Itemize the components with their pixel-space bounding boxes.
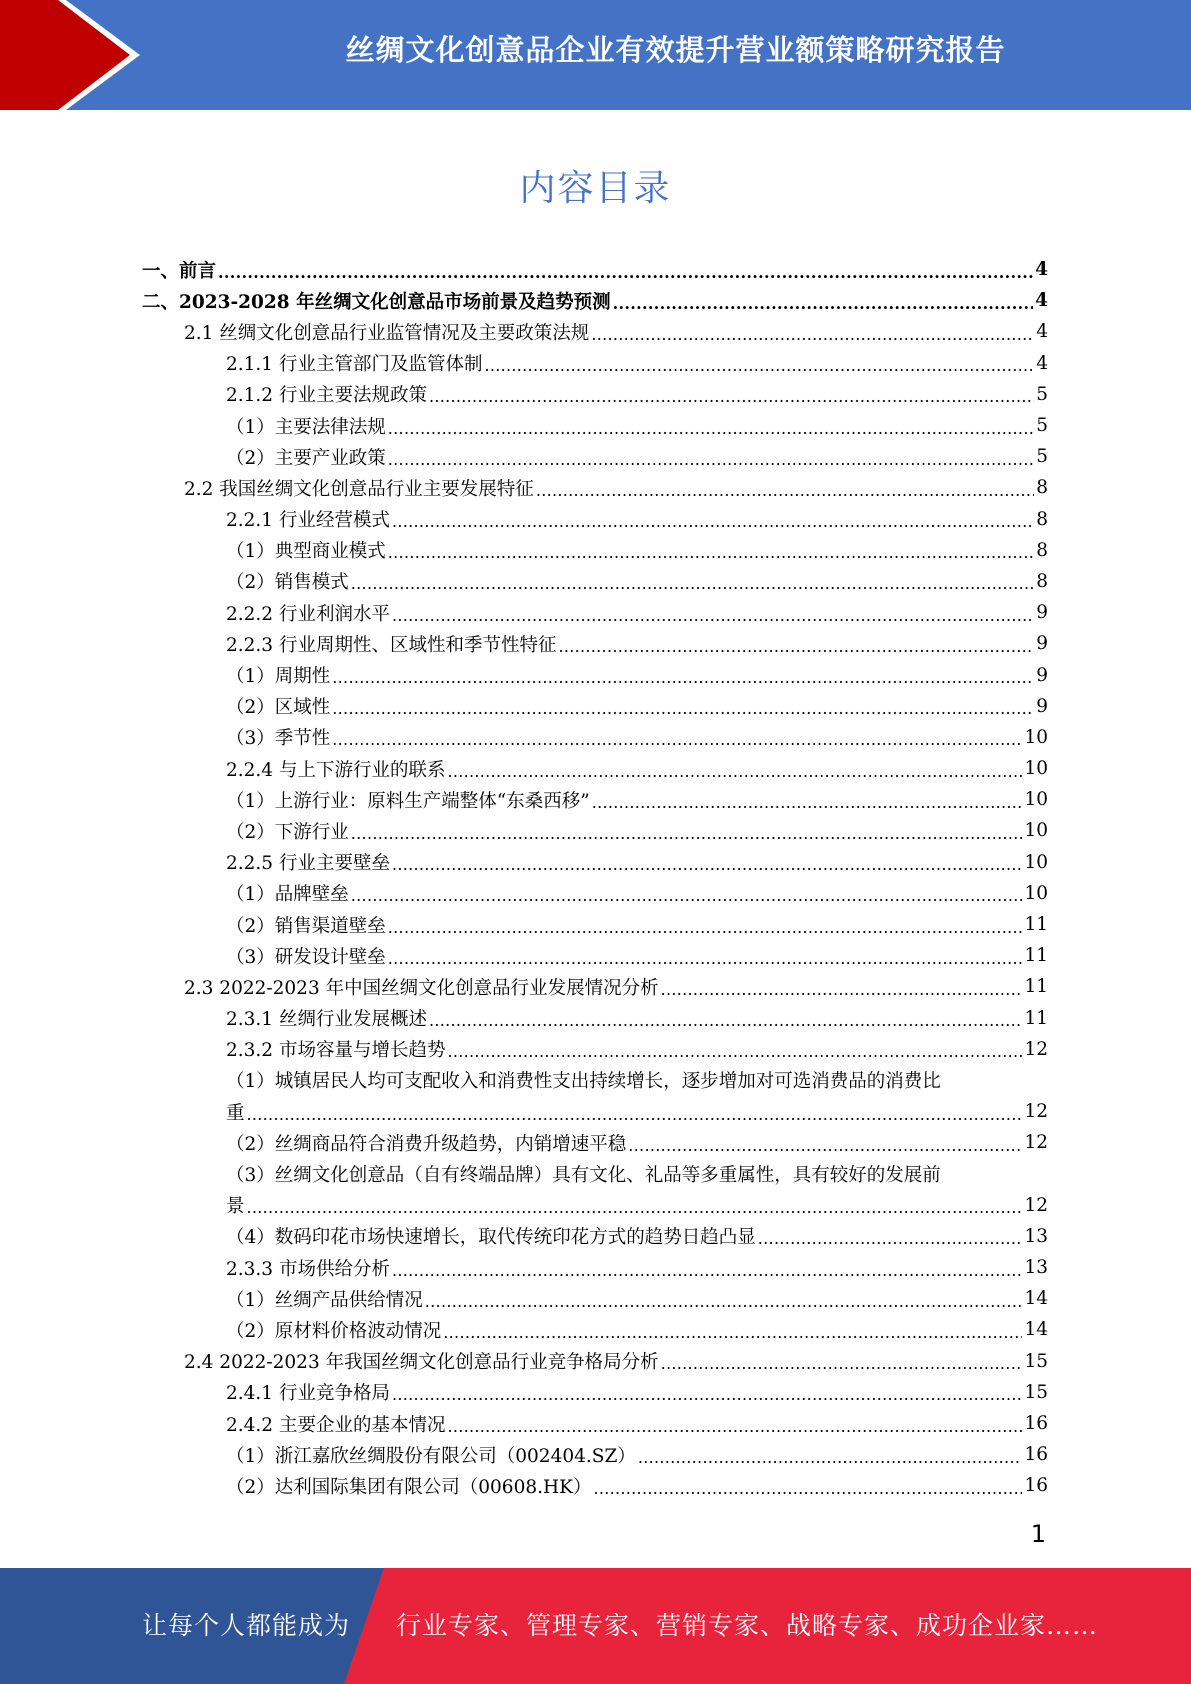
dot-leader [558, 635, 1034, 653]
toc-entry[interactable] [142, 285, 1048, 316]
dot-leader [593, 1477, 1022, 1495]
dot-leader [661, 1352, 1023, 1370]
toc-entry[interactable] [142, 659, 1048, 690]
toc-entry-page: 10 [1024, 820, 1048, 842]
toc-entry-page: 4 [1036, 321, 1048, 343]
dot-leader [425, 1290, 1023, 1308]
dot-leader [392, 510, 1034, 528]
toc-entry[interactable] [142, 566, 1048, 597]
toc-entry[interactable] [142, 1158, 1048, 1189]
page-number: 1 [1030, 1520, 1046, 1548]
toc-entry-label: （3）季节性 [226, 728, 331, 750]
toc-entry[interactable] [142, 1252, 1048, 1283]
table-of-contents [142, 254, 1048, 1502]
toc-entry-label: 2.4.2 主要企业的基本情况 [226, 1414, 446, 1436]
toc-entry-page: 13 [1024, 1225, 1048, 1247]
toc-entry[interactable] [142, 1127, 1048, 1158]
toc-entry-label: 2.3.3 市场供给分析 [226, 1258, 390, 1280]
toc-entry-page: 11 [1024, 914, 1048, 936]
toc-entry-page: 15 [1024, 1381, 1048, 1403]
toc-entry-label: 2.4.1 行业竞争格局 [226, 1383, 390, 1405]
toc-entry-label: （1）浙江嘉欣丝绸股份有限公司（002404.SZ） [226, 1445, 636, 1467]
toc-entry-label: 2.2.5 行业主要壁垒 [226, 853, 390, 875]
report-title: 丝绸文化创意品企业有效提升营业额策略研究报告 [345, 33, 1006, 67]
toc-entry[interactable] [142, 441, 1048, 472]
toc-entry-label: 2.2.3 行业周期性、区域性和季节性特征 [226, 634, 557, 656]
toc-entry[interactable] [142, 535, 1048, 566]
toc-entry-label: 2.2.2 行业利润水平 [226, 603, 390, 625]
toc-entry-page: 12 [1024, 1101, 1048, 1123]
toc-entry-page: 9 [1036, 695, 1048, 717]
toc-entry-label: （1）城镇居民人均可支配收入和消费性支出持续增长，逐步增加对可选消费品的消费比 [226, 1071, 941, 1093]
header-band [0, 0, 1191, 110]
toc-entry[interactable] [142, 815, 1048, 846]
toc-entry[interactable] [142, 940, 1048, 971]
toc-entry-label: 2.1 丝绸文化创意品行业监管情况及主要政策法规 [184, 322, 590, 344]
toc-entry-label: 2.2 我国丝绸文化创意品行业主要发展特征 [184, 478, 534, 500]
toc-entry[interactable] [142, 878, 1048, 909]
toc-entry-label: （2）销售模式 [226, 572, 349, 594]
dot-leader [388, 947, 1023, 965]
toc-entry-label: 2.4 2022-2023 年我国丝绸文化创意品行业竞争格局分析 [184, 1352, 659, 1374]
toc-entry[interactable] [142, 1408, 1048, 1439]
toc-entry[interactable] [142, 472, 1048, 503]
toc-entry-page: 5 [1036, 446, 1048, 468]
toc-entry-page: 11 [1024, 976, 1048, 998]
toc-entry-page: 10 [1024, 789, 1048, 811]
dot-leader [388, 417, 1034, 435]
toc-entry-page: 16 [1024, 1413, 1048, 1435]
toc-entry-label: 2.3.1 丝绸行业发展概述 [226, 1009, 427, 1031]
toc-entry-page: 10 [1024, 882, 1048, 904]
toc-entry[interactable] [142, 597, 1048, 628]
dot-leader [638, 1446, 1023, 1464]
toc-entry-label: 2.3 2022-2023 年中国丝绸文化创意品行业发展情况分析 [184, 977, 659, 999]
dot-leader [388, 916, 1023, 934]
toc-entry-page: 11 [1024, 1007, 1048, 1029]
toc-entry-label: 二、2023-2028 年丝绸文化创意品市场前景及趋势预测 [142, 291, 611, 313]
toc-entry-label: （2）区域性 [226, 697, 331, 719]
toc-entry[interactable] [142, 316, 1048, 347]
toc-entry-page: 9 [1036, 602, 1048, 624]
toc-entry-page: 10 [1024, 726, 1048, 748]
toc-entry[interactable] [142, 753, 1048, 784]
toc-entry[interactable] [142, 254, 1048, 285]
toc-entry-page: 8 [1036, 570, 1048, 592]
toc-entry-page: 4 [1036, 352, 1048, 374]
toc-entry-label: （2）销售渠道壁垒 [226, 915, 386, 937]
toc-entry-page: 11 [1024, 945, 1048, 967]
toc-entry-label: （1）丝绸产品供给情况 [226, 1289, 423, 1311]
toc-entry-label: （3）丝绸文化创意品（自有终端品牌）具有文化、礼品等多重属性，具有较好的发展前 [226, 1165, 941, 1187]
toc-entry-page: 13 [1024, 1257, 1048, 1279]
toc-entry-page: 16 [1024, 1444, 1048, 1466]
toc-entry-page: 9 [1036, 664, 1048, 686]
dot-leader [447, 760, 1022, 778]
toc-entry-label: 重 [226, 1102, 245, 1124]
toc-entry[interactable] [142, 1283, 1048, 1314]
toc-entry-label: 2.1.2 行业主要法规政策 [226, 385, 427, 407]
toc-entry[interactable] [142, 691, 1048, 722]
toc-entry-label: （2）丝绸商品符合消费升级趋势，内销增速平稳 [226, 1133, 627, 1155]
toc-entry[interactable] [142, 722, 1048, 753]
toc-entry[interactable] [142, 1190, 1048, 1221]
toc-entry[interactable] [142, 1470, 1048, 1501]
dot-leader [218, 261, 1033, 279]
toc-entry-label: （3）研发设计壁垒 [226, 946, 386, 968]
dot-leader [447, 1415, 1022, 1433]
toc-entry-label: 2.1.1 行业主管部门及监管体制 [226, 354, 483, 376]
toc-entry[interactable] [142, 1221, 1048, 1252]
footer-slogan-right: 行业专家、管理专家、营销专家、战略专家、成功企业家…… [396, 1611, 1099, 1640]
dot-leader [613, 292, 1034, 310]
toc-entry[interactable] [142, 410, 1048, 441]
toc-entry-page: 12 [1024, 1194, 1048, 1216]
toc-entry-page: 8 [1036, 539, 1048, 561]
toc-entry-label: （4）数码印花市场快速增长，取代传统印花方式的趋势日趋凸显 [226, 1227, 756, 1249]
dot-leader [628, 1134, 1022, 1152]
dot-leader [332, 666, 1034, 684]
dot-leader [388, 448, 1034, 466]
toc-entry-page: 15 [1024, 1350, 1048, 1372]
toc-entry-page: 14 [1024, 1288, 1048, 1310]
dot-leader [392, 604, 1034, 622]
toc-entry[interactable] [142, 1439, 1048, 1470]
toc-entry-label: （2）原材料价格波动情况 [226, 1320, 442, 1342]
toc-entry-label: 景 [226, 1196, 245, 1218]
toc-entry-label: （1）主要法律法规 [226, 416, 386, 438]
toc-entry-label: 一、前言 [142, 260, 217, 282]
toc-entry[interactable] [142, 348, 1048, 379]
dot-leader [484, 354, 1034, 372]
dot-leader [429, 1009, 1022, 1027]
toc-entry-label: 2.2.4 与上下游行业的联系 [226, 759, 446, 781]
toc-entry-label: （2）下游行业 [226, 821, 349, 843]
toc-entry-page: 5 [1036, 383, 1048, 405]
toc-entry[interactable] [142, 784, 1048, 815]
chevron-arrow-icon [0, 0, 160, 110]
dot-leader [351, 884, 1023, 902]
toc-entry-page: 10 [1024, 758, 1048, 780]
dot-leader [592, 791, 1023, 809]
toc-entry-page: 9 [1036, 633, 1048, 655]
dot-leader [332, 697, 1034, 715]
dot-leader [429, 385, 1034, 403]
toc-entry[interactable] [142, 1003, 1048, 1034]
toc-entry[interactable] [142, 379, 1048, 410]
toc-entry-page: 14 [1024, 1319, 1048, 1341]
toc-entry-label: （2）主要产业政策 [226, 447, 386, 469]
toc-entry-page: 4 [1035, 259, 1048, 281]
toc-entry[interactable] [142, 1314, 1048, 1345]
dot-leader [758, 1227, 1023, 1245]
toc-entry[interactable] [142, 909, 1048, 940]
toc-entry[interactable] [142, 971, 1048, 1002]
toc-entry-page: 8 [1036, 508, 1048, 530]
toc-entry-page: 10 [1024, 851, 1048, 873]
toc-entry-label: （1）周期性 [226, 666, 331, 688]
dot-leader [247, 1103, 1023, 1121]
toc-entry[interactable] [142, 628, 1048, 659]
toc-entry[interactable] [142, 847, 1048, 878]
dot-leader [388, 541, 1034, 559]
dot-leader [392, 853, 1022, 871]
footer-band [0, 1568, 1191, 1684]
toc-entry-page: 12 [1024, 1038, 1048, 1060]
toc-entry-page: 5 [1036, 415, 1048, 437]
toc-entry-page: 16 [1024, 1475, 1048, 1497]
footer-slogan-left: 让每个人都能成为 [142, 1611, 351, 1640]
toc-entry[interactable] [142, 504, 1048, 535]
toc-entry-label: 2.2.1 行业经营模式 [226, 510, 390, 532]
toc-entry-label: （1）品牌壁垒 [226, 884, 349, 906]
dot-leader [392, 1383, 1022, 1401]
toc-title: 内容目录 [519, 168, 672, 209]
toc-entry-page: 12 [1024, 1132, 1048, 1154]
toc-entry-page: 4 [1035, 290, 1048, 312]
dot-leader [332, 728, 1022, 746]
toc-entry-page: 8 [1036, 477, 1048, 499]
dot-leader [591, 323, 1034, 341]
toc-entry[interactable] [142, 1346, 1048, 1377]
toc-entry[interactable] [142, 1065, 1048, 1096]
toc-entry[interactable] [142, 1096, 1048, 1127]
toc-entry-label: 2.3.2 市场容量与增长趋势 [226, 1040, 446, 1062]
dot-leader [392, 1259, 1022, 1277]
toc-entry-label: （2）达利国际集团有限公司（00608.HK） [226, 1476, 592, 1498]
dot-leader [443, 1321, 1022, 1339]
dot-leader [351, 572, 1034, 590]
dot-leader [351, 822, 1023, 840]
dot-leader [661, 978, 1023, 996]
dot-leader [247, 1196, 1023, 1214]
toc-entry-label: （1）上游行业：原料生产端整体“东桑西移” [226, 790, 590, 812]
toc-entry[interactable] [142, 1377, 1048, 1408]
toc-entry[interactable] [142, 1034, 1048, 1065]
dot-leader [536, 479, 1034, 497]
toc-entry-label: （1）典型商业模式 [226, 541, 386, 563]
dot-leader [447, 1040, 1022, 1058]
